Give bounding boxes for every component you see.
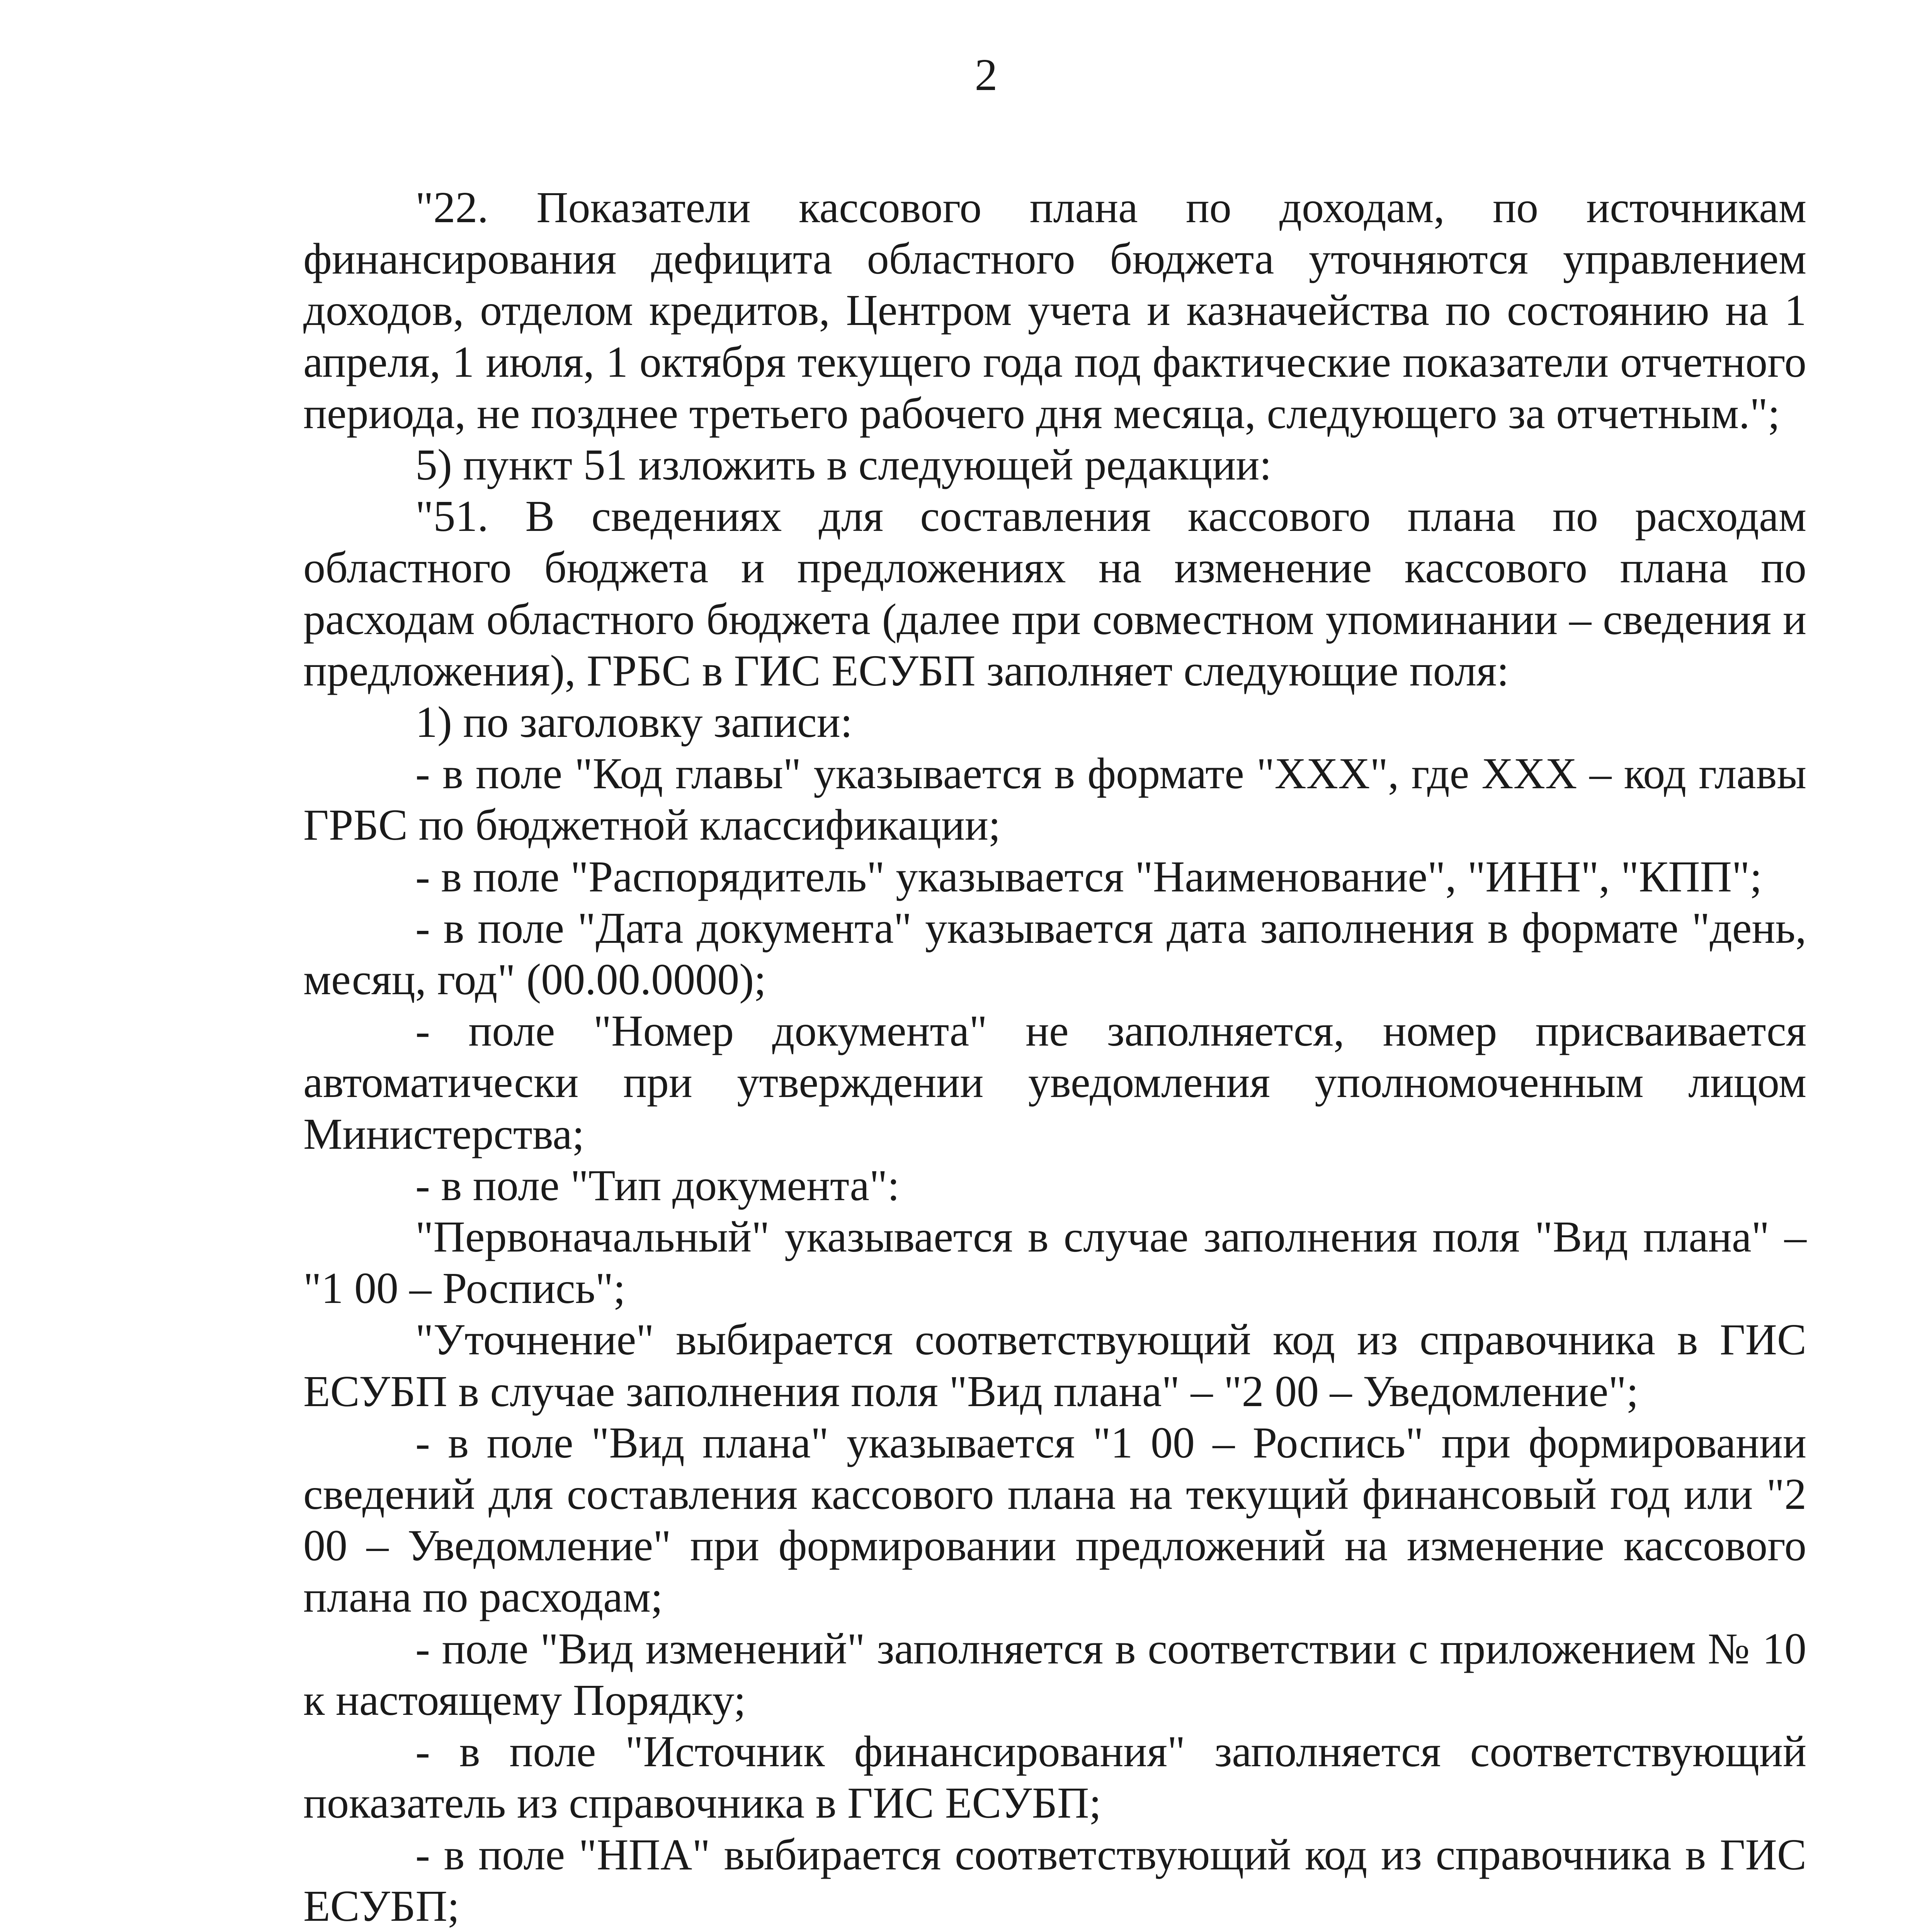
- paragraph-field-chapter-code: - в поле "Код главы" указывается в формате "XXX", где XXX – код главы ГРБС по бюджетной классификации;: [303, 749, 1806, 850]
- paragraph-amendment-5: 5) пункт 51 изложить в следующей редакции:: [415, 440, 1272, 490]
- paragraph-field-change-type: - поле "Вид изменений" заполняется в соответствии с приложением № 10 к настоящему Порядку;: [303, 1624, 1806, 1725]
- paragraph-item-22: "22. Показатели кассового плана по доходам, по источникам финансирования дефицита областного бюджета уточняются управлением доходов, отделом кредитов, Центром учета и казначейства по состоянию на 1 апреля, 1 июля, 1 октября текущего года под фактические показатели отчетного периода, не позднее третьего рабочего дня месяца, следующего за отчетным.";: [303, 183, 1806, 438]
- paragraph-item-51: "51. В сведениях для составления кассового плана по расходам областного бюджета и предложениях на изменение кассового плана по расходам областного бюджета (далее при совместном упоминании – сведения и предложения), ГРБС в ГИС ЕСУБП заполняет следующие поля:: [303, 492, 1806, 695]
- paragraph-field-plan-type: - в поле "Вид плана" указывается "1 00 – Роспись" при формировании сведений для составления кассового плана на текущий финансовый год или "2 00 – Уведомление" при формировании предложений на изменение кассового плана по расходам;: [303, 1418, 1806, 1622]
- paragraph-type-clarification: "Уточнение" выбирается соответствующий код из справочника в ГИС ЕСУБП в случае заполнения поля "Вид плана" – "2 00 – Уведомление";: [303, 1315, 1806, 1416]
- paragraph-field-document-date: - в поле "Дата документа" указывается дата заполнения в формате "день, месяц, год" (00.00.0000);: [303, 903, 1806, 1004]
- paragraph-field-manager: - в поле "Распорядитель" указывается "Наименование", "ИНН", "КПП";: [415, 852, 1762, 901]
- paragraph-header-record: 1) по заголовку записи:: [415, 697, 853, 747]
- paragraph-field-npa: - в поле "НПА" выбирается соответствующий код из справочника в ГИС ЕСУБП;: [303, 1830, 1806, 1930]
- paragraph-type-initial: "Первоначальный" указывается в случае заполнения поля "Вид плана" – "1 00 – Роспись";: [303, 1212, 1806, 1313]
- page-number: 2: [975, 49, 998, 100]
- paragraph-field-document-number: - поле "Номер документа" не заполняется, номер присваивается автоматически при утверждении уведомления уполномоченным лицом Министерства;: [303, 1006, 1806, 1158]
- paragraph-field-document-type: - в поле "Тип документа":: [415, 1160, 900, 1210]
- paragraph-field-funding-source: - в поле "Источник финансирования" заполняется соответствующий показатель из справочника в ГИС ЕСУБП;: [303, 1727, 1806, 1828]
- document-body: [303, 182, 1806, 1932]
